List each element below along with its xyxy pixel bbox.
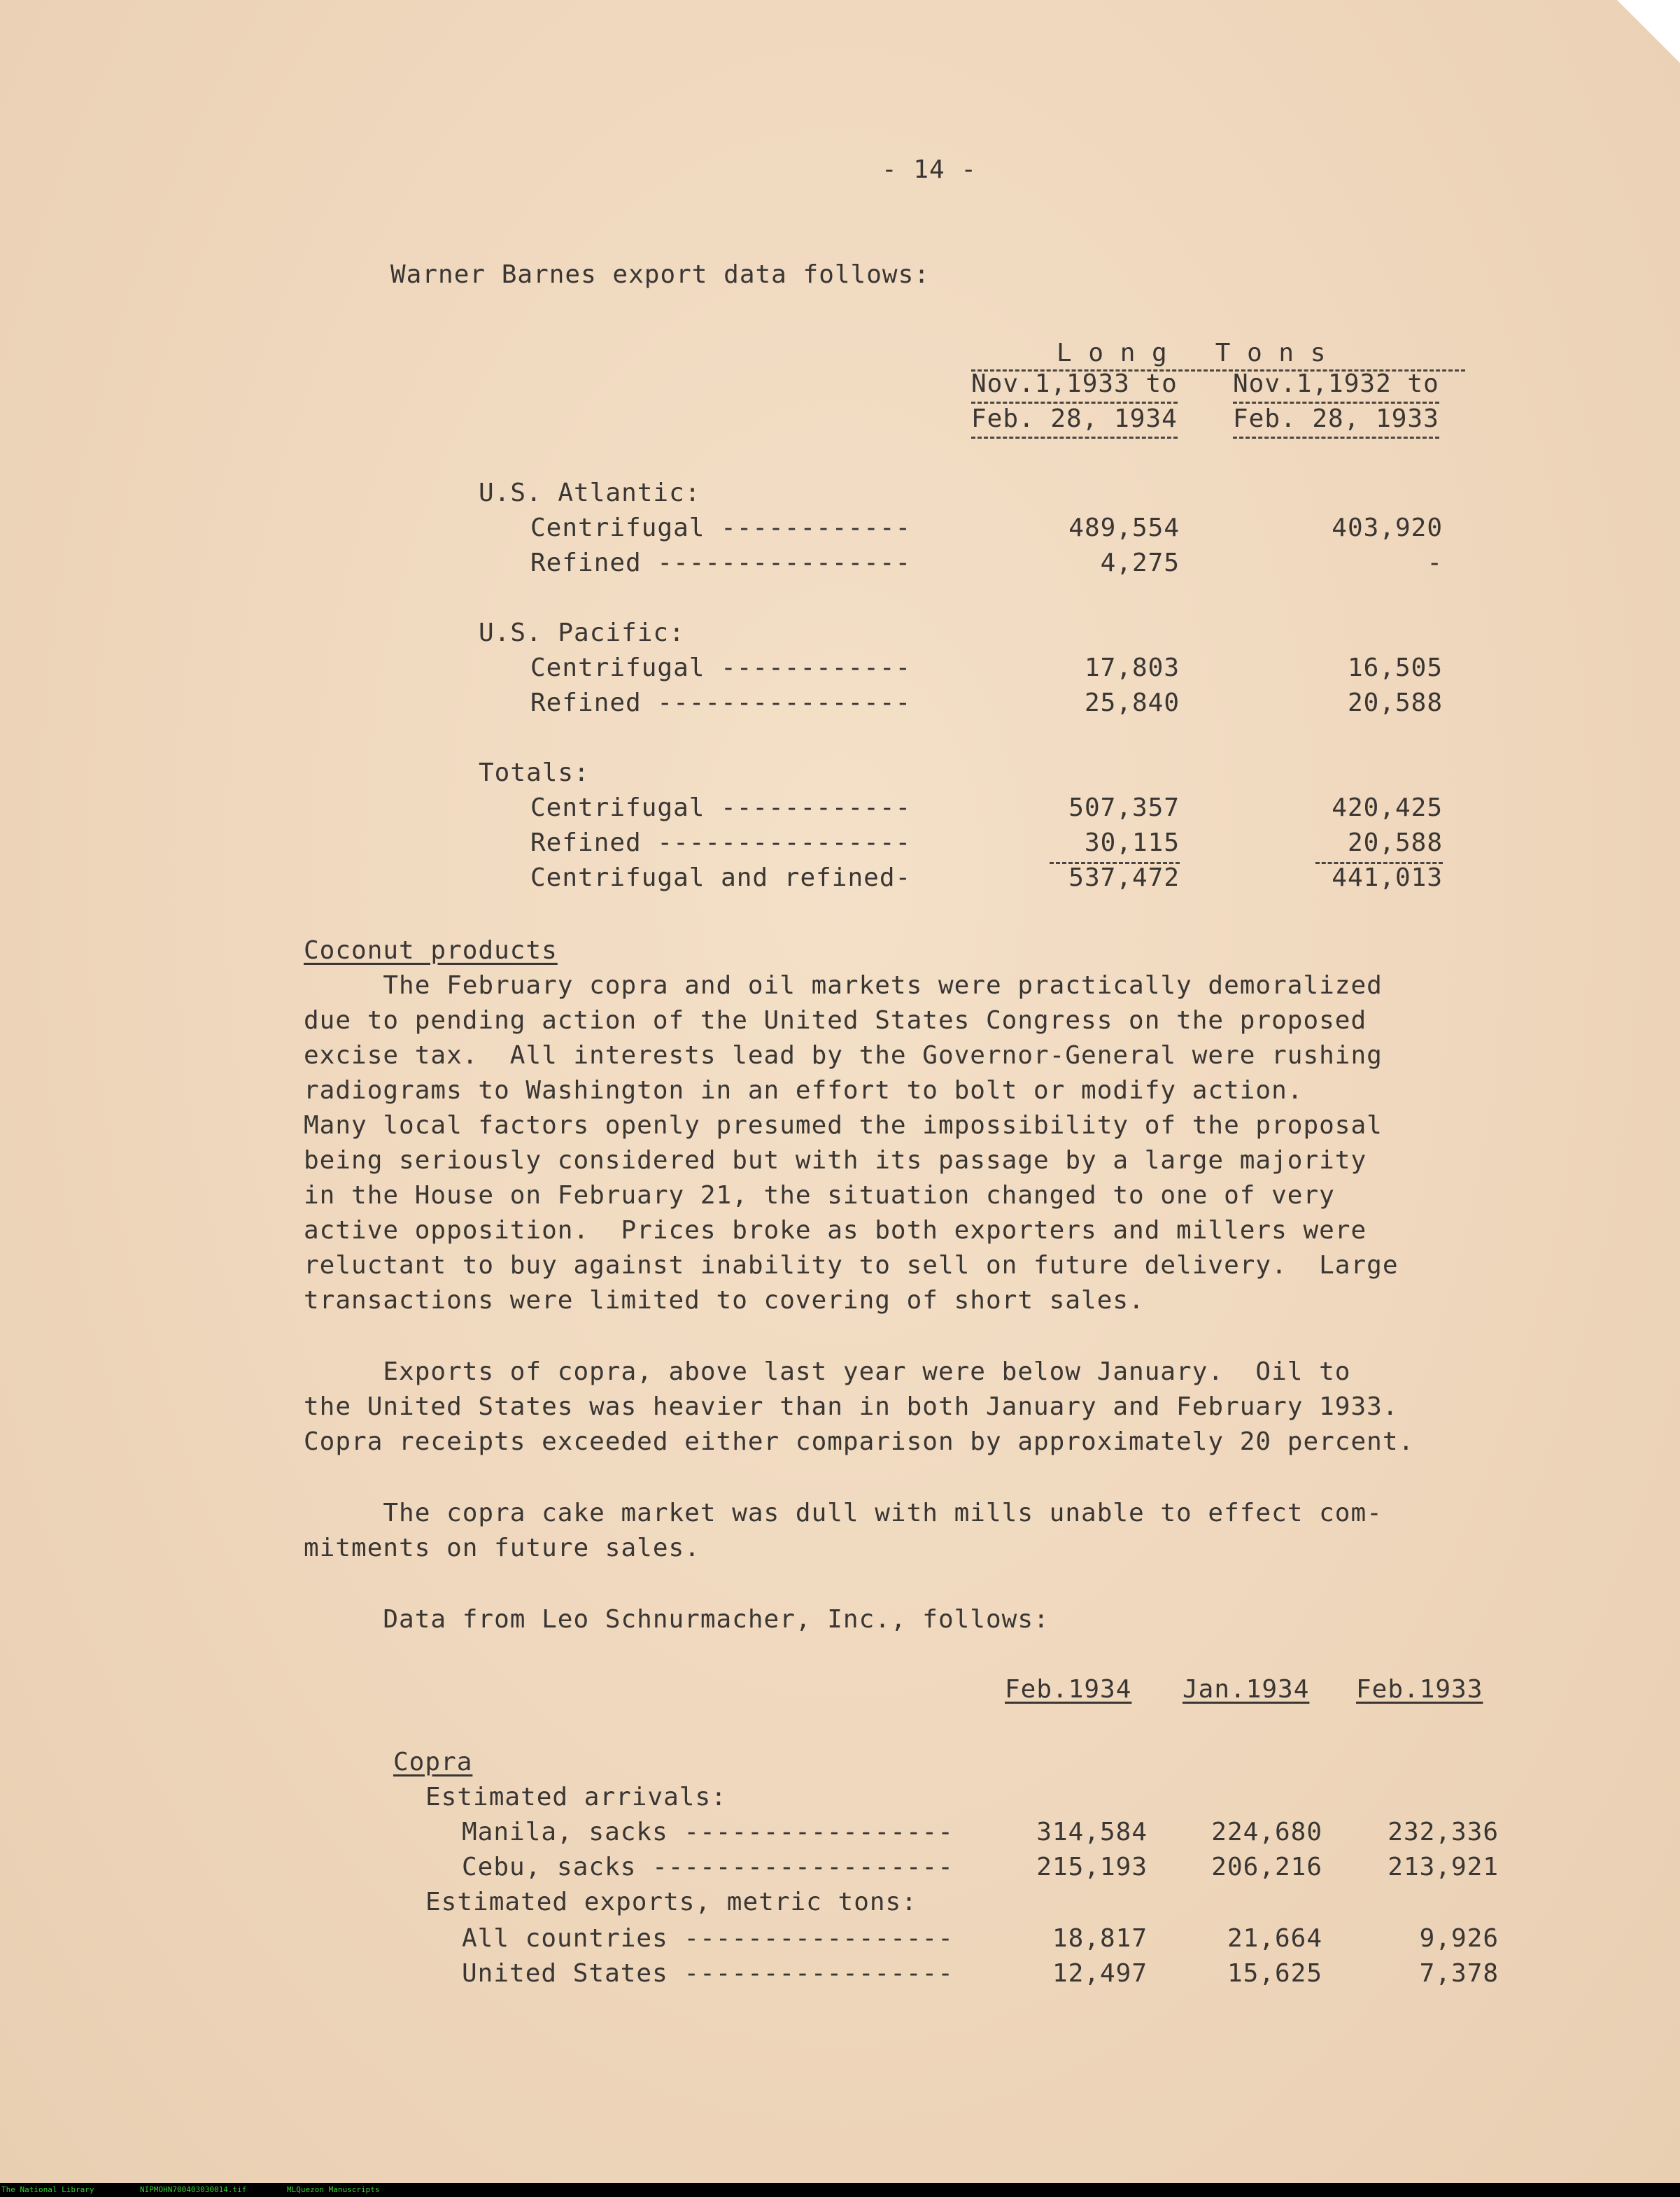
warner-intro: Warner Barnes export data follows: — [390, 260, 930, 289]
row-value: 20,588 — [1347, 828, 1443, 857]
row-value: 489,554 — [1068, 514, 1180, 542]
paragraph-line: mitments on future sales. — [304, 1534, 700, 1562]
row-label: Refined ---------------- — [530, 688, 912, 717]
col2-line2: Feb. 28, 1933 — [1233, 402, 1439, 439]
sub-heading: Estimated exports, metric tons: — [425, 1888, 917, 1916]
row-value: 206,216 — [1211, 1853, 1322, 1881]
row-value: 403,920 — [1332, 514, 1443, 542]
section-heading: Coconut products — [304, 936, 558, 965]
row-label: United States ----------------- — [462, 1959, 954, 1988]
row-value: 7,378 — [1419, 1959, 1499, 1988]
paragraph-line: in the House on February 21, the situation changed to one of very — [304, 1181, 1335, 1210]
row-value: 18,817 — [1052, 1924, 1148, 1953]
row-value: 215,193 — [1036, 1853, 1148, 1881]
leo-intro: Data from Leo Schnurmacher, Inc., follows: — [304, 1605, 1050, 1634]
col1-line1: Nov.1,1933 to — [971, 367, 1178, 404]
row-value: 224,680 — [1211, 1818, 1322, 1846]
archive-footer — [0, 2183, 1680, 2197]
footer-filename: NIPMOHN700403030014.tif — [140, 2185, 247, 2194]
sub-heading: Estimated arrivals: — [425, 1783, 727, 1811]
col2-line1: Nov.1,1932 to — [1233, 367, 1439, 404]
row-value: 21,664 — [1227, 1924, 1322, 1953]
row-label: Centrifugal and refined- — [530, 863, 912, 892]
paragraph-line: The copra cake market was dull with mills unable to effect com- — [304, 1499, 1383, 1527]
footer-library: The National Library — [1, 2185, 94, 2194]
row-value: - — [1427, 549, 1443, 577]
paragraph-line: The February copra and oil markets were practically demoralized — [304, 971, 1383, 1000]
row-value: 16,505 — [1347, 654, 1443, 682]
paragraph-line: Copra receipts exceeded either comparison by approximately 20 percent. — [304, 1427, 1415, 1456]
folded-corner — [1617, 0, 1680, 63]
row-value: 441,013 — [1332, 863, 1443, 892]
row-value: 420,425 — [1332, 793, 1443, 822]
row-value: 20,588 — [1347, 688, 1443, 717]
row-value: 507,357 — [1068, 793, 1180, 822]
col-header: Feb.1934 — [1005, 1675, 1132, 1704]
row-value: 4,275 — [1100, 549, 1180, 577]
group-label: U.S. Pacific: — [479, 619, 685, 647]
copra-heading: Copra — [393, 1748, 473, 1776]
paragraph-line: the United States was heavier than in both January and February 1933. — [304, 1392, 1399, 1421]
paragraph-line: reluctant to buy against inability to sell on future delivery. Large — [304, 1251, 1399, 1280]
group-label: Totals: — [479, 758, 590, 787]
group-label: U.S. Atlantic: — [479, 479, 701, 507]
paragraph-line: due to pending action of the United States Congress on the proposed — [304, 1006, 1367, 1035]
row-value: 15,625 — [1227, 1959, 1322, 1988]
row-label: Centrifugal ------------ — [530, 654, 912, 682]
row-value: 314,584 — [1036, 1818, 1148, 1846]
row-value: 537,472 — [1068, 863, 1180, 892]
row-label: Refined ---------------- — [530, 549, 912, 577]
paragraph-line: Many local factors openly presumed the impossibility of the proposal — [304, 1111, 1383, 1140]
page-number: - 14 - — [882, 155, 977, 184]
row-label: All countries ----------------- — [462, 1924, 954, 1953]
col-header: Jan.1934 — [1183, 1675, 1310, 1704]
row-value: 30,115 — [1084, 828, 1180, 857]
row-label: Refined ---------------- — [530, 828, 912, 857]
row-value: 12,497 — [1052, 1959, 1148, 1988]
paragraph-line: Exports of copra, above last year were below January. Oil to — [304, 1357, 1351, 1386]
row-label: Centrifugal ------------ — [530, 793, 912, 822]
paragraph-line: transactions were limited to covering of short sales. — [304, 1286, 1145, 1315]
row-value: 25,840 — [1084, 688, 1180, 717]
footer-collection: MLQuezon Manuscripts — [287, 2185, 380, 2194]
col-header: Feb.1933 — [1356, 1675, 1483, 1704]
row-label: Centrifugal ------------ — [530, 514, 912, 542]
paragraph-line: being seriously considered but with its passage by a large majority — [304, 1146, 1367, 1175]
row-label: Cebu, sacks ------------------- — [462, 1853, 954, 1881]
paragraph-line: excise tax. All interests lead by the Governor-General were rushing — [304, 1041, 1383, 1070]
row-value: 9,926 — [1419, 1924, 1499, 1953]
col1-line2: Feb. 28, 1934 — [971, 402, 1178, 439]
row-value: 17,803 — [1084, 654, 1180, 682]
paragraph-line: radiograms to Washington in an effort to bolt or modify action. — [304, 1076, 1304, 1105]
paragraph-line: active opposition. Prices broke as both exporters and millers were — [304, 1216, 1367, 1245]
row-value: 232,336 — [1388, 1818, 1499, 1846]
long-tons-header: L o n g T o n s — [1057, 339, 1327, 367]
row-value: 213,921 — [1388, 1853, 1499, 1881]
row-label: Manila, sacks ----------------- — [462, 1818, 954, 1846]
